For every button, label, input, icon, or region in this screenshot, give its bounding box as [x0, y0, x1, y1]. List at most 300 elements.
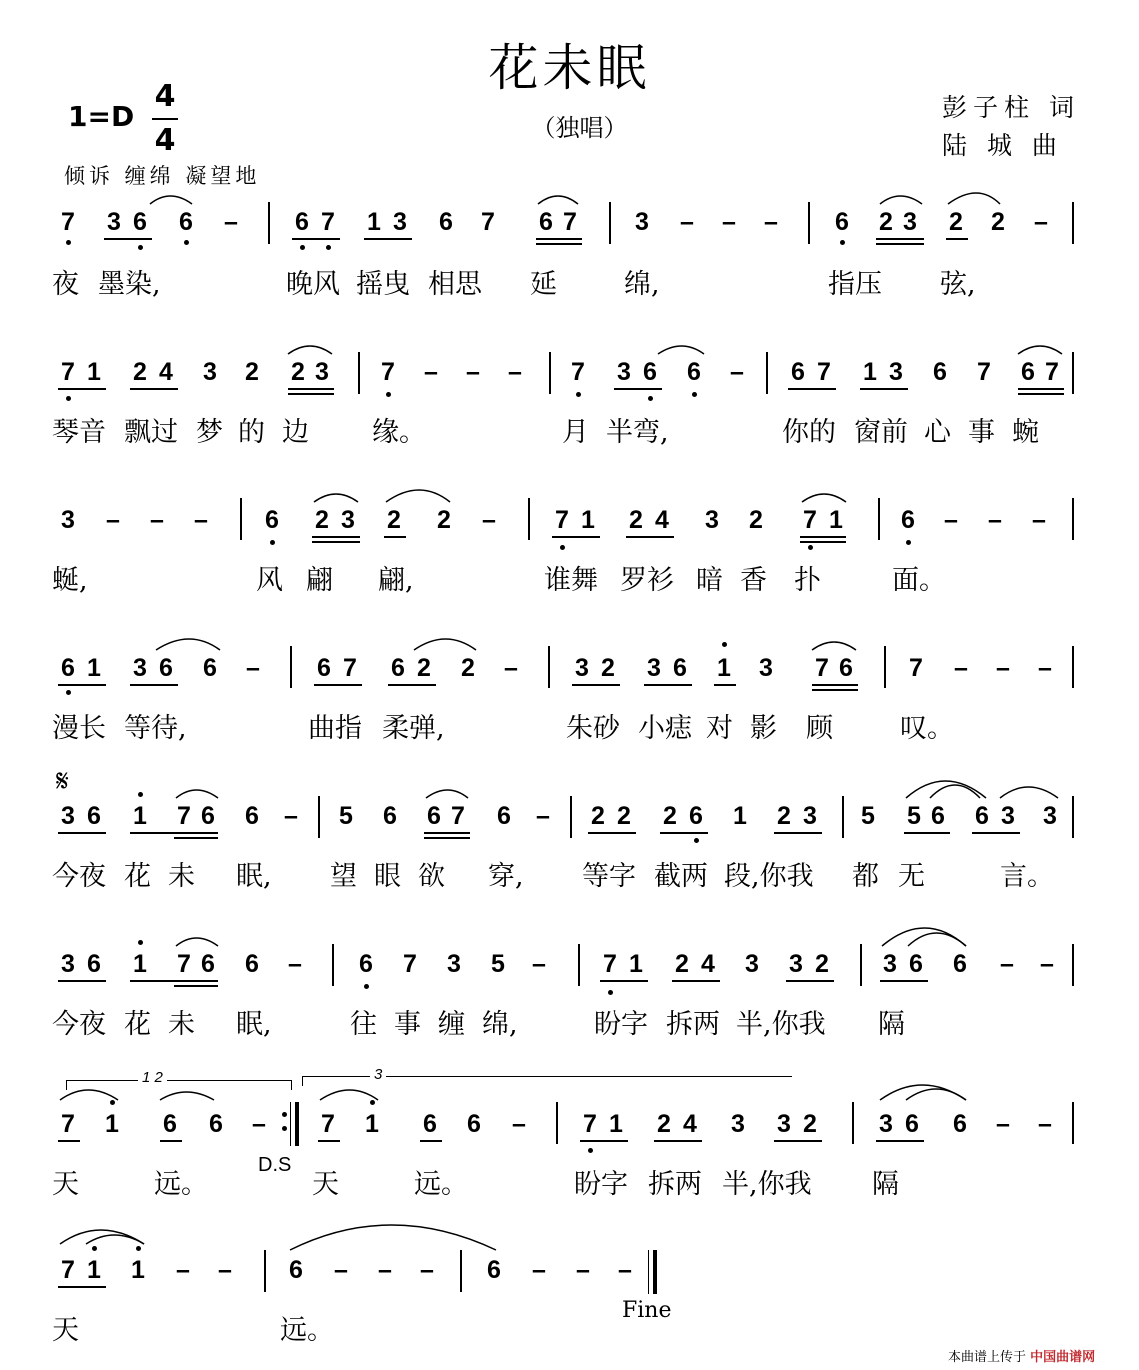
- footer-credit: [948, 1346, 1095, 1365]
- underline: [58, 388, 106, 390]
- slur: [538, 196, 578, 204]
- underline: [644, 684, 692, 686]
- dash: –: [420, 1256, 434, 1284]
- slur: [86, 1235, 144, 1244]
- underline: [104, 238, 152, 240]
- final-barline-thin: [648, 1250, 649, 1294]
- lyric: 窗前: [854, 417, 908, 448]
- underline: [420, 1140, 442, 1142]
- lyric: 半弯,: [606, 417, 669, 448]
- slur: [880, 196, 922, 204]
- slur: [314, 494, 358, 502]
- repeat-dot: [282, 1126, 287, 1131]
- note: 6: [295, 208, 309, 236]
- slur: [658, 346, 704, 354]
- underline: [1018, 393, 1064, 395]
- note: 3: [759, 654, 773, 682]
- note: 2: [675, 950, 689, 978]
- underline: [424, 837, 470, 839]
- lyric: 蜿: [1012, 417, 1039, 448]
- underline: [786, 980, 834, 982]
- note: 6: [933, 358, 947, 386]
- underline: [714, 684, 736, 686]
- note: 1: [105, 1110, 119, 1138]
- slur: [1000, 787, 1058, 798]
- song-title: 花未眠: [488, 39, 651, 97]
- lyric: 事: [394, 1009, 421, 1040]
- barline: [852, 1102, 854, 1144]
- note: 7: [815, 654, 829, 682]
- note: 7: [977, 358, 991, 386]
- lyric: 未: [168, 1009, 195, 1040]
- lyric: 眠,: [236, 1009, 272, 1040]
- underline: [672, 980, 720, 982]
- dash: –: [176, 1256, 190, 1284]
- note: 2: [777, 802, 791, 830]
- note: 3: [731, 1110, 745, 1138]
- note: 3: [745, 950, 759, 978]
- note: 1: [581, 506, 595, 534]
- underline: [174, 985, 218, 987]
- volta-bracket-left: [302, 1076, 303, 1086]
- dash: –: [944, 506, 958, 534]
- note: 3: [107, 208, 121, 236]
- low-dot: [808, 545, 813, 550]
- repeat-dot: [282, 1112, 287, 1117]
- slur: [290, 1225, 496, 1250]
- barline: [556, 1102, 558, 1144]
- underline: [58, 684, 106, 686]
- dash: –: [194, 506, 208, 534]
- dash: –: [334, 1256, 348, 1284]
- lyric: 影: [750, 713, 777, 744]
- note: 6: [391, 654, 405, 682]
- dash: –: [284, 802, 298, 830]
- underline: [774, 832, 822, 834]
- barline: [578, 944, 580, 986]
- low-dot: [138, 245, 143, 250]
- note: 6: [467, 1110, 481, 1138]
- low-dot: [906, 540, 911, 545]
- lyric: 眼: [374, 861, 401, 892]
- note: 3: [635, 208, 649, 236]
- lyric: 边: [282, 417, 309, 448]
- note: 3: [447, 950, 461, 978]
- lyric: 拆两: [666, 1009, 720, 1040]
- lyric: 顾: [806, 713, 833, 744]
- note: 2: [991, 208, 1005, 236]
- low-dot: [184, 240, 189, 245]
- note: 2: [879, 208, 893, 236]
- time-signature-top: 4: [154, 79, 176, 114]
- note: 6: [245, 802, 259, 830]
- underline: [552, 536, 600, 538]
- note: 2: [949, 208, 963, 236]
- note: 3: [1043, 802, 1057, 830]
- note: 6: [539, 208, 553, 236]
- barline: [884, 646, 886, 688]
- note: 6: [791, 358, 805, 386]
- slur: [176, 790, 218, 798]
- dash: –: [996, 1110, 1010, 1138]
- note: 7: [321, 208, 335, 236]
- lyric: 蜒,: [52, 565, 88, 596]
- dash: –: [466, 358, 480, 386]
- dash: –: [576, 1256, 590, 1284]
- underline: [288, 388, 334, 390]
- lyric: 对: [706, 713, 733, 744]
- barline: [240, 498, 242, 540]
- note: 6: [673, 654, 687, 682]
- lyric: 言。: [1000, 861, 1054, 892]
- lyric: 隔: [878, 1009, 905, 1040]
- note: 6: [643, 358, 657, 386]
- dash: –: [764, 208, 778, 236]
- low-dot: [648, 396, 653, 401]
- note: 6: [359, 950, 373, 978]
- note: 1: [131, 1256, 145, 1284]
- note: 3: [61, 506, 75, 534]
- slur: [802, 494, 846, 502]
- volta-number-2: 3: [370, 1066, 386, 1083]
- note: 6: [133, 208, 147, 236]
- dash: –: [618, 1256, 632, 1284]
- underline: [318, 1140, 340, 1142]
- barline: [548, 646, 550, 688]
- dash: –: [536, 802, 550, 830]
- note: 6: [953, 1110, 967, 1138]
- high-dot: [138, 940, 143, 945]
- underline: [130, 832, 218, 834]
- dash: –: [508, 358, 522, 386]
- lyric: 往: [350, 1009, 377, 1040]
- high-dot: [136, 1246, 141, 1251]
- note: 2: [387, 506, 401, 534]
- underline: [876, 238, 924, 240]
- note: 2: [803, 1110, 817, 1138]
- underline: [384, 536, 406, 538]
- underline: [812, 684, 858, 686]
- barline: [766, 352, 768, 394]
- note: 3: [393, 208, 407, 236]
- low-dot: [326, 245, 331, 250]
- note: 7: [563, 208, 577, 236]
- note: 6: [203, 654, 217, 682]
- barline: [842, 796, 844, 838]
- note: 7: [803, 506, 817, 534]
- note: 6: [245, 950, 259, 978]
- lyric: 相思: [428, 269, 482, 300]
- slur: [320, 1090, 378, 1100]
- note: 2: [629, 506, 643, 534]
- dash: –: [1038, 654, 1052, 682]
- slur: [60, 1090, 118, 1100]
- barline: [1072, 646, 1074, 688]
- note: 7: [61, 358, 75, 386]
- note: 3: [705, 506, 719, 534]
- lyric: 翩,: [378, 565, 414, 596]
- lyric: 今夜: [52, 861, 106, 892]
- low-dot: [840, 240, 845, 245]
- song-subtitle: （独唱）: [531, 114, 628, 142]
- slur: [1018, 346, 1062, 354]
- lyric: 无: [898, 861, 925, 892]
- lyric: 你的: [782, 417, 836, 448]
- note: 3: [789, 950, 803, 978]
- note: 6: [159, 654, 173, 682]
- note: 1: [717, 654, 731, 682]
- note: 3: [575, 654, 589, 682]
- lyric: 天: [52, 1315, 79, 1346]
- dash: –: [1040, 950, 1054, 978]
- dash: –: [1032, 506, 1046, 534]
- note: 7: [451, 802, 465, 830]
- low-dot: [576, 392, 581, 397]
- note: 7: [343, 654, 357, 682]
- lyric: 月: [562, 417, 589, 448]
- lyric: 天: [52, 1169, 79, 1200]
- lyric: 风: [256, 565, 283, 596]
- dash: –: [218, 1256, 232, 1284]
- note: 6: [87, 950, 101, 978]
- note: 7: [381, 358, 395, 386]
- note: 7: [177, 950, 191, 978]
- note: 3: [1001, 802, 1015, 830]
- lyric: 今夜: [52, 1009, 106, 1040]
- note: 1: [733, 802, 747, 830]
- barline: [549, 352, 551, 394]
- segno-sign: 𝄋: [56, 764, 69, 799]
- volta-bracket-left: [66, 1080, 67, 1090]
- underline: [424, 832, 470, 834]
- note: 2: [657, 1110, 671, 1138]
- lyric: 漫长: [52, 713, 106, 744]
- underline: [614, 388, 662, 390]
- slur: [880, 1085, 966, 1100]
- note: 3: [61, 802, 75, 830]
- underline: [580, 1140, 628, 1142]
- barline: [570, 796, 572, 838]
- barline: [528, 498, 530, 540]
- lyric: 天: [312, 1169, 339, 1200]
- note: 1: [87, 1256, 101, 1284]
- dash: –: [224, 208, 238, 236]
- lyric: 朱砂: [566, 713, 620, 744]
- dash: –: [512, 1110, 526, 1138]
- underline: [58, 980, 106, 982]
- lyric: 香: [740, 565, 767, 596]
- underline: [292, 238, 340, 240]
- underline: [626, 536, 674, 538]
- note: 3: [61, 950, 75, 978]
- lyric: 琴音: [52, 417, 106, 448]
- slur: [176, 938, 218, 946]
- note: 6: [439, 208, 453, 236]
- lyric: 绵,: [624, 269, 660, 300]
- dash: –: [532, 1256, 546, 1284]
- note: 7: [817, 358, 831, 386]
- note: 7: [583, 1110, 597, 1138]
- note: 1: [87, 654, 101, 682]
- note: 6: [931, 802, 945, 830]
- note: 3: [203, 358, 217, 386]
- dash: –: [106, 506, 120, 534]
- low-dot: [66, 690, 71, 695]
- note: 4: [701, 950, 715, 978]
- note: 2: [663, 802, 677, 830]
- slur: [906, 781, 986, 798]
- lyric: 远。: [280, 1315, 334, 1346]
- low-dot: [608, 990, 613, 995]
- underline: [160, 1140, 182, 1142]
- note: 7: [177, 802, 191, 830]
- note: 2: [601, 654, 615, 682]
- lyric: 面。: [892, 565, 946, 596]
- slur: [288, 346, 332, 354]
- note: 4: [683, 1110, 697, 1138]
- note: 2: [617, 802, 631, 830]
- note: 1: [829, 506, 843, 534]
- low-dot: [386, 392, 391, 397]
- dash: –: [288, 950, 302, 978]
- note: 7: [61, 208, 75, 236]
- lyric: 半,你我: [736, 1009, 826, 1040]
- lyric: 缘。: [372, 417, 426, 448]
- note: 6: [179, 208, 193, 236]
- underline: [314, 684, 362, 686]
- barline: [358, 352, 360, 394]
- note: 1: [367, 208, 381, 236]
- lyric: 穿,: [488, 861, 524, 892]
- dash: –: [252, 1110, 266, 1138]
- underline: [880, 980, 928, 982]
- note: 4: [655, 506, 669, 534]
- note: 6: [163, 1110, 177, 1138]
- underline: [130, 980, 218, 982]
- low-dot: [66, 396, 71, 401]
- dal-segno-marking: D.S: [258, 1154, 292, 1176]
- underline: [800, 541, 846, 543]
- barline: [1072, 1102, 1074, 1144]
- slur: [908, 933, 966, 946]
- lyric: 翩: [306, 565, 333, 596]
- note: 6: [317, 654, 331, 682]
- note: 7: [321, 1110, 335, 1138]
- time-signature: [152, 78, 178, 160]
- footer-prefix: 本曲谱上传于: [948, 1350, 1027, 1365]
- note: 2: [315, 506, 329, 534]
- lyric: 小痣: [638, 713, 692, 744]
- note: 1: [365, 1110, 379, 1138]
- high-dot: [722, 642, 727, 647]
- lyric: 曲指: [308, 713, 362, 744]
- note: 3: [315, 358, 329, 386]
- lyric: 望: [330, 861, 357, 892]
- lyric: 眠,: [236, 861, 272, 892]
- note: 3: [777, 1110, 791, 1138]
- barline: [460, 1250, 462, 1292]
- note: 6: [687, 358, 701, 386]
- lyric: 等字: [582, 861, 636, 892]
- note: 6: [835, 208, 849, 236]
- note: 6: [423, 1110, 437, 1138]
- tempo-marking: 倾诉 缠绵 凝望地: [64, 164, 261, 188]
- lyric: 未: [168, 861, 195, 892]
- site-logo: 中国曲谱网: [1030, 1350, 1096, 1365]
- lyric: 等待,: [124, 713, 187, 744]
- lyric: 欲: [418, 861, 445, 892]
- high-dot: [92, 1246, 97, 1251]
- lyric: 远。: [154, 1169, 208, 1200]
- note: 3: [879, 1110, 893, 1138]
- note: 2: [133, 358, 147, 386]
- slur: [150, 196, 192, 204]
- note: 6: [953, 950, 967, 978]
- underline: [288, 393, 334, 395]
- slur: [882, 928, 966, 946]
- lyric: 墨染,: [98, 269, 161, 300]
- lyric: 心: [924, 417, 951, 448]
- underline: [654, 1140, 702, 1142]
- note: 5: [491, 950, 505, 978]
- note: 3: [617, 358, 631, 386]
- low-dot: [692, 392, 697, 397]
- note: 6: [201, 950, 215, 978]
- barline: [808, 202, 810, 244]
- barline: [1072, 796, 1074, 838]
- note: 3: [883, 950, 897, 978]
- lyric: 暗: [696, 565, 723, 596]
- lyric: 绵,: [482, 1009, 518, 1040]
- lyric: 梦: [196, 417, 223, 448]
- underline: [312, 541, 360, 543]
- lyric: 盼字: [594, 1009, 648, 1040]
- underline: [660, 832, 708, 834]
- note: 7: [403, 950, 417, 978]
- slur: [948, 193, 1000, 204]
- lyric: 花: [124, 861, 151, 892]
- barline: [264, 1250, 266, 1292]
- time-signature-line: [152, 118, 178, 120]
- underline: [58, 832, 106, 834]
- note: 1: [133, 802, 147, 830]
- dash: –: [1034, 208, 1048, 236]
- note: 5: [339, 802, 353, 830]
- dash: –: [1038, 1110, 1052, 1138]
- lyricist-credit: 彭子柱 词: [942, 93, 1080, 122]
- note: 2: [815, 950, 829, 978]
- note: 2: [591, 802, 605, 830]
- dash: –: [378, 1256, 392, 1284]
- final-barline-thick: [653, 1250, 657, 1294]
- repeat-barline-thick: [295, 1102, 299, 1146]
- barline: [609, 202, 611, 244]
- volta-bracket-1: [66, 1080, 292, 1081]
- slur: [156, 639, 220, 650]
- note: 4: [159, 358, 173, 386]
- barline: [1072, 498, 1074, 540]
- lyric: 晚风: [286, 269, 340, 300]
- lyric: 罗衫: [620, 565, 674, 596]
- low-dot: [66, 240, 71, 245]
- low-dot: [560, 545, 565, 550]
- note: 7: [481, 208, 495, 236]
- barline: [290, 646, 292, 688]
- note: 5: [907, 802, 921, 830]
- dash: –: [482, 506, 496, 534]
- barline: [268, 202, 270, 244]
- note: 7: [603, 950, 617, 978]
